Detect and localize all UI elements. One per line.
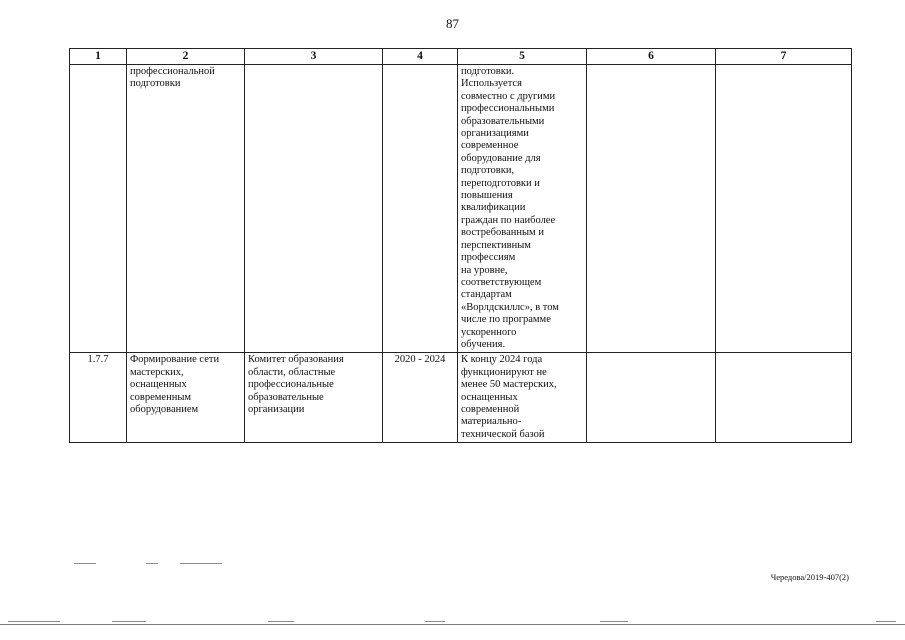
- cell-text-line: соответствующем: [461, 276, 542, 288]
- cell-text-line: профессиональными: [461, 103, 555, 115]
- cell-text-line: современной: [461, 403, 520, 415]
- page-number: 87: [446, 16, 459, 31]
- column-header-7: 7: [716, 49, 852, 65]
- cell-text-line: современным: [130, 391, 192, 403]
- cell-text-line: организациями: [461, 128, 529, 140]
- cell-text-line: менее 50 мастерских,: [461, 379, 557, 391]
- cell-text-line: Используется: [461, 78, 522, 90]
- row1-activity-cell: [127, 65, 245, 353]
- table-row: [70, 65, 852, 353]
- cell-text-line: оснащенных: [130, 379, 187, 391]
- row2-executor-cell: [245, 353, 383, 443]
- scan-artifact: [74, 563, 96, 564]
- row1-number-cell: [70, 65, 127, 353]
- cell-text-line: области, областные: [248, 366, 336, 378]
- scan-artifact: [146, 563, 158, 564]
- row1-activity-lines: [130, 66, 241, 91]
- cell-text-line: перспективным: [461, 239, 531, 251]
- cell-text-line: образовательными: [461, 115, 545, 127]
- cell-text-line: Комитет образования: [248, 354, 344, 366]
- plan-table: [69, 48, 852, 443]
- row1-col7-cell: [716, 65, 852, 353]
- cell-text-line: мастерских,: [130, 366, 184, 378]
- cell-text-line: К концу 2024 года: [461, 354, 543, 366]
- cell-text-line: совместно с другими: [461, 90, 556, 102]
- row1-result-lines: [461, 66, 583, 351]
- cell-text-line: повышения: [461, 190, 513, 202]
- cell-text-line: оснащенных: [461, 391, 518, 403]
- cell-text-line: организации: [248, 403, 305, 415]
- cell-text-line: «Ворлдскиллс», в том: [461, 301, 559, 313]
- scan-artifact: [180, 563, 222, 564]
- scan-artifact: [8, 621, 60, 622]
- row2-col7-cell: [716, 353, 852, 443]
- cell-text-line: обучения.: [461, 338, 506, 350]
- cell-text-line: граждан по наиболее: [461, 214, 556, 226]
- cell-text-line: материально-: [461, 416, 522, 428]
- cell-text-line: подготовки,: [461, 165, 515, 177]
- cell-text-line: подготовки.: [461, 66, 515, 77]
- row1-executor-cell: [245, 65, 383, 353]
- row1-result-cell: [458, 65, 587, 353]
- cell-text-line: функционируют не: [461, 366, 547, 378]
- table-row: [70, 353, 852, 443]
- row1-col6-cell: [587, 65, 716, 353]
- scan-artifact: [112, 621, 146, 622]
- cell-text-line: востребованным и: [461, 227, 544, 239]
- cell-text-line: современное: [461, 140, 519, 152]
- scan-artifact: [268, 621, 294, 622]
- scan-artifact: [600, 621, 628, 622]
- column-header-3: 3: [245, 49, 383, 65]
- cell-text-line: профессиям: [461, 252, 516, 264]
- row2-number-cell: 1.7.7: [70, 353, 127, 443]
- column-header-6: 6: [587, 49, 716, 65]
- cell-text-line: технической базой: [461, 428, 545, 440]
- header-row: [70, 49, 852, 65]
- column-header-4: 4: [383, 49, 458, 65]
- cell-text-line: оборудование для: [461, 152, 541, 164]
- cell-text-line: стандартам: [461, 289, 512, 301]
- cell-text-line: числе по программе: [461, 314, 551, 326]
- cell-text-line: профессиональной: [130, 66, 215, 77]
- scan-artifact: [425, 621, 445, 622]
- cell-text-line: квалификации: [461, 202, 526, 214]
- row2-executor-lines: [248, 354, 379, 416]
- row2-col6-cell: [587, 353, 716, 443]
- cell-text-line: на уровне,: [461, 264, 508, 276]
- row2-result-cell: [458, 353, 587, 443]
- page-bottom-rule: [0, 624, 905, 625]
- cell-text-line: подготовки: [130, 78, 181, 90]
- row2-period-cell: 2020 - 2024: [383, 353, 458, 443]
- row2-activity-cell: [127, 353, 245, 443]
- cell-text-line: образовательные: [248, 391, 324, 403]
- document-code: Чередова/2019-407(2): [770, 572, 849, 582]
- column-header-2: 2: [127, 49, 245, 65]
- row2-activity-lines: [130, 354, 241, 416]
- cell-text-line: ускоренного: [461, 326, 517, 338]
- cell-text-line: Формирование сети: [130, 354, 220, 366]
- column-header-1: 1: [70, 49, 127, 65]
- row1-period-cell: [383, 65, 458, 353]
- column-header-5: 5: [458, 49, 587, 65]
- cell-text-line: переподготовки и: [461, 177, 540, 189]
- cell-text-line: профессиональные: [248, 379, 334, 391]
- cell-text-line: оборудованием: [130, 403, 199, 415]
- row2-result-lines: [461, 354, 583, 441]
- scan-artifact: [876, 621, 896, 622]
